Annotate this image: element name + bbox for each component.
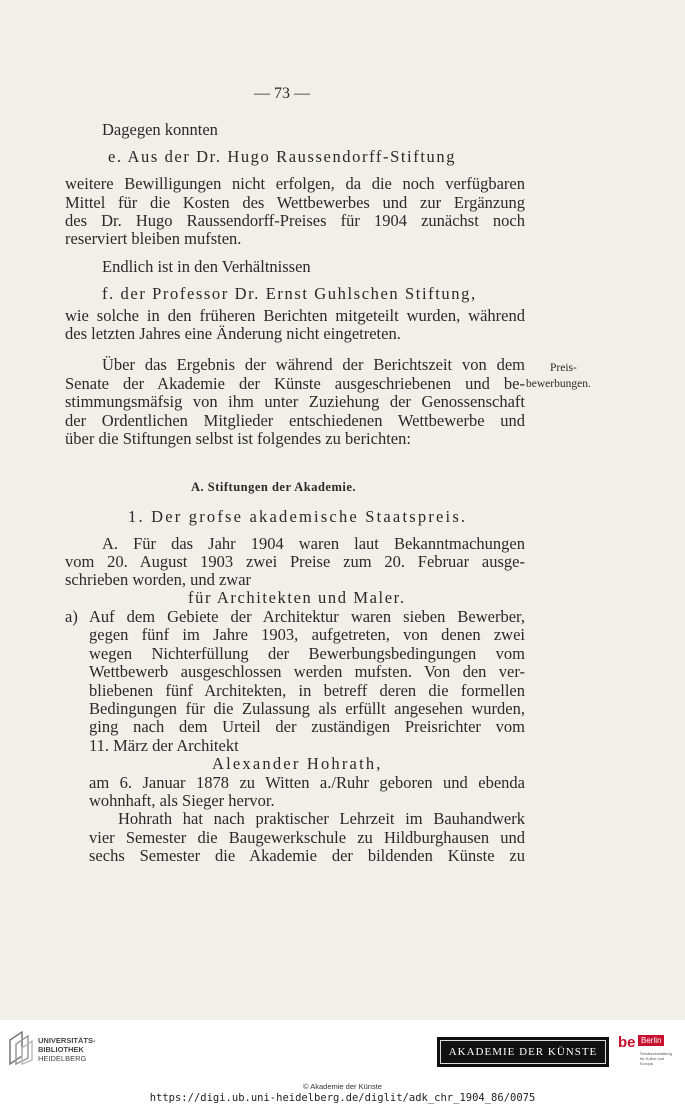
be-mark: be	[618, 1034, 636, 1051]
text-line: Dagegen konnten	[102, 120, 218, 139]
be-berlin-logo	[618, 1034, 676, 1068]
subsection-heading: 1. Der grofse akademische Staatspreis.	[128, 507, 468, 526]
text-line: vier Semester die Baugewerkschule zu Hildburghausen und	[89, 828, 525, 847]
text-line: wohnhaft, als Sieger hervor.	[89, 791, 275, 810]
text-line: über die Stiftungen selbst ist folgendes zu berichten:	[65, 429, 411, 448]
text-line: des Dr. Hugo Raussendorff-Preises für 1904 zunächst noch	[65, 211, 525, 230]
text-line: stimmungsmäfsig von ihm unter Zuziehung der Genossenschaft	[65, 392, 525, 411]
text-line: Wettbewerb ausgeschlossen werden mufsten. Von den ver-	[89, 662, 525, 681]
copyright-notice: © Akademie der Künste	[303, 1082, 382, 1091]
text-line: 11. März der Architekt	[89, 736, 239, 755]
text-line: a) Auf dem Gebiete der Architektur waren sieben Bewerber,	[65, 607, 525, 626]
text-line: wie solche in den früheren Berichten mitgeteilt wurden, während	[65, 306, 525, 325]
library-logo-icon	[8, 1030, 34, 1066]
part-heading: A. Stiftungen der Akademie.	[191, 480, 357, 494]
text-line: für Architekten und Maler.	[188, 588, 406, 607]
be-subtitle-line: Senatsverwaltung	[640, 1051, 672, 1056]
text-line: der Ordentlichen Mitglieder entschiedenen Wettbewerbe und	[65, 411, 525, 430]
library-line: BIBLIOTHEK	[38, 1045, 84, 1054]
permalink[interactable]: https://digi.ub.uni-heidelberg.de/diglit/adk_chr_1904_86/0075	[149, 1092, 536, 1104]
text-line: am 6. Januar 1878 zu Witten a./Ruhr geboren und ebenda	[89, 773, 525, 792]
margin-note: bewerbungen.	[526, 378, 591, 390]
library-line: HEIDELBERG	[38, 1054, 87, 1063]
text-line: schrieben worden, und zwar	[65, 570, 252, 589]
text-line: A. Für das Jahr 1904 waren laut Bekanntmachungen	[102, 534, 525, 553]
library-name	[38, 1036, 96, 1063]
text-line: Mittel für die Kosten des Wettbewerbes und zur Ergänzung	[65, 193, 525, 212]
text-line: bliebenen fünf Architekten, in betreff deren die formellen	[89, 681, 525, 700]
text-line: Senate der Akademie der Künste ausgeschriebenen und be-	[65, 374, 525, 393]
person-name: Alexander Hohrath,	[212, 754, 383, 773]
text-line: ging nach dem Urteil der zuständigen Preisrichter vom	[89, 717, 525, 736]
academy-logo	[437, 1037, 609, 1067]
text-line: wegen Nichterfüllung der Bewerbungsbedingungen vom	[89, 644, 525, 663]
text-line: Über das Ergebnis der während der Berichtszeit von dem	[102, 355, 525, 374]
text-line: Hohrath hat nach praktischer Lehrzeit im Bauhandwerk	[118, 809, 525, 828]
text-line: weitere Bewilligungen nicht erfolgen, da die noch verfügbaren	[65, 174, 525, 193]
section-heading-e: e. Aus der Dr. Hugo Raussendorff-Stiftung	[108, 147, 457, 166]
be-berlin-label: Berlin	[638, 1035, 664, 1046]
text-line: des letzten Jahres eine Änderung nicht eingetreten.	[65, 324, 401, 343]
section-heading-f: f. der Professor Dr. Ernst Guhlschen Stiftung,	[102, 284, 477, 303]
text-line: gegen fünf im Jahre 1903, aufgetreten, von denen zwei	[89, 625, 525, 644]
be-subtitle-line: für Kultur und Europa	[640, 1056, 665, 1066]
text-line: reserviert bleiben mufsten.	[65, 229, 242, 248]
text-line: Endlich ist in den Verhältnissen	[102, 257, 311, 276]
be-subtitle	[640, 1051, 676, 1066]
academy-logo-label: AKADEMIE DER KÜNSTE	[440, 1040, 606, 1064]
page-number: — 73 —	[254, 85, 310, 102]
text-line: sechs Semester die Akademie der bildenden Künste zu	[89, 846, 525, 865]
text-line: Bedingungen für die Zulassung als erfüllt angesehen wurden,	[89, 699, 525, 718]
text-line: vom 20. August 1903 zwei Preise zum 20. Februar ausge-	[65, 552, 525, 571]
margin-note: Preis-	[550, 362, 577, 374]
library-line: UNIVERSITÄTS-	[38, 1036, 96, 1045]
